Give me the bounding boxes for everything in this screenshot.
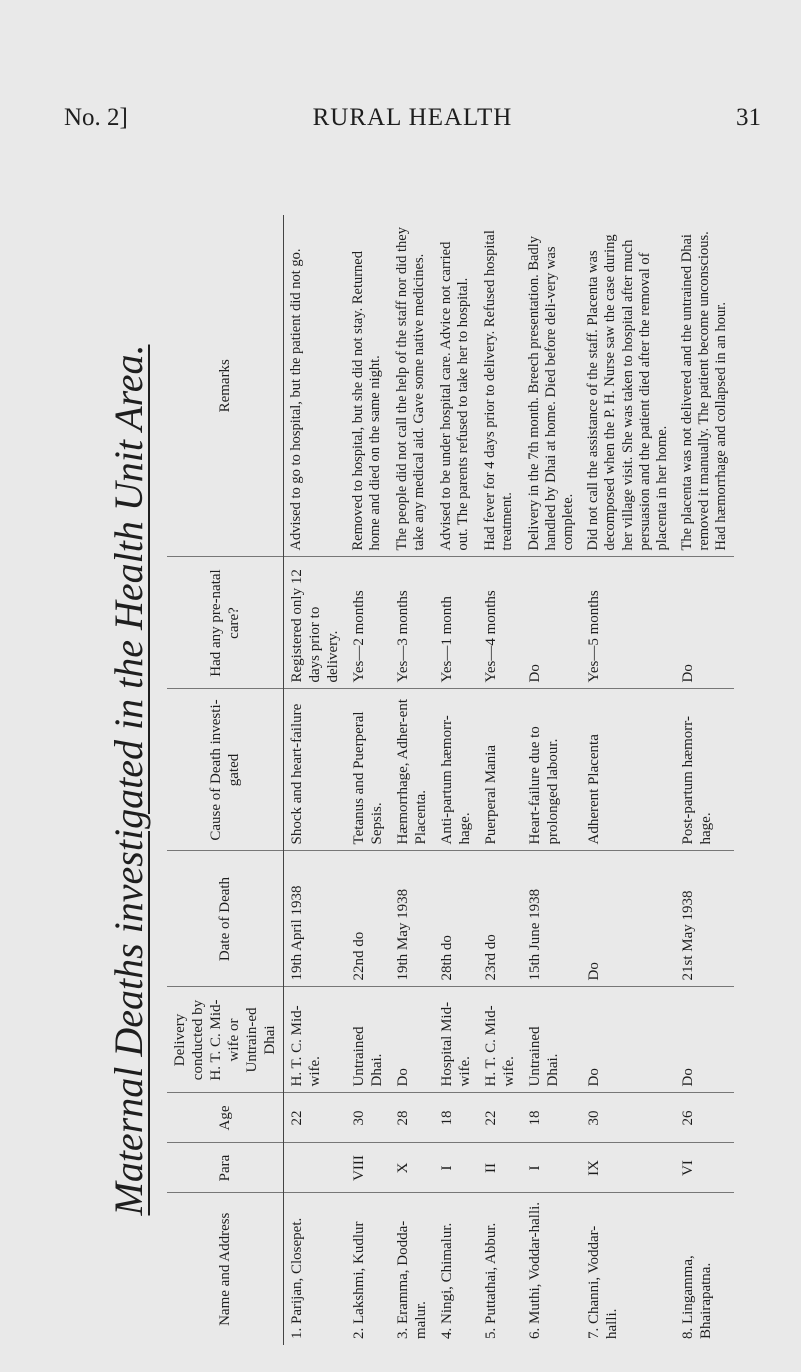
table-header-row — [167, 215, 284, 1345]
remarks-cell: Advised to go to hospital, but the patient did not go. — [288, 248, 304, 551]
name-address-cell: 8. Lingamma, Bhairapatna. — [675, 1193, 734, 1345]
table-row — [390, 215, 434, 1345]
maternal-deaths-table — [167, 215, 734, 1345]
remarks-cell: The placenta was not delivered and the untrained Dhai removed it manually. The patient become unconscious. Had hæmorrhage and collapsed in an hour. — [678, 231, 730, 551]
date-cell: 15th June 1938 — [522, 851, 581, 987]
date-cell: 23rd do — [478, 851, 522, 987]
age-cell: 22 — [478, 1093, 522, 1143]
name-address-cell: 4. Ningi, Chimalur. — [434, 1193, 478, 1345]
column-header: Age — [167, 1093, 284, 1143]
name-address-cell: 5. Puttathai, Abbur. — [478, 1193, 522, 1345]
running-title: RURAL HEALTH — [312, 104, 513, 131]
delivery-cell: Do — [675, 987, 734, 1093]
remarks-cell: The people did not call the help of the staff nor did they take any medical aid. Gave some native medicines. — [394, 227, 428, 551]
date-cell: 22nd do — [346, 851, 390, 987]
para-cell: X — [390, 1143, 434, 1193]
para-cell: VI — [675, 1143, 734, 1193]
cause-cell: Shock and heart-failure — [284, 689, 347, 851]
remarks-cell: Advised to be under hospital care. Advice not carried out. The parents refused to take her to hospital. — [438, 241, 472, 551]
column-header: Remarks — [167, 215, 284, 557]
table-row — [346, 215, 390, 1345]
remarks-cell: Did not call the assistance of the staff. Placenta was decomposed when the P. H. Nurse saw the case during her village visit. She was taken to hospital after much persuasion and the patient died after the removal of placenta in her home. — [585, 234, 670, 551]
column-header: Date of Death — [167, 851, 284, 987]
cause-cell: Hæmorrhage, Adher-ent Placenta. — [390, 689, 434, 851]
prenatal-cell: Do — [522, 557, 581, 689]
age-cell: 26 — [675, 1093, 734, 1143]
prenatal-cell: Yes—2 months — [346, 557, 390, 689]
para-cell — [284, 1143, 347, 1193]
table-row — [675, 215, 734, 1345]
table-title: Maternal Deaths investigated in the Health Unit Area. — [106, 344, 151, 1216]
cause-cell: Tetanus and Puerperal Sepsis. — [346, 689, 390, 851]
prenatal-cell: Registered only 12 days prior to delivery. — [284, 557, 347, 689]
delivery-cell: H. T. C. Mid-wife. — [478, 987, 522, 1093]
prenatal-cell: Yes—5 months — [581, 557, 675, 689]
age-cell: 30 — [581, 1093, 675, 1143]
column-header: Name and Address — [167, 1193, 284, 1345]
delivery-cell: Untrained Dhai. — [346, 987, 390, 1093]
name-address-cell: 2. Lakshmi, Kudlur — [346, 1193, 390, 1345]
delivery-cell: Do — [390, 987, 434, 1093]
remarks-cell: Removed to hospital, but she did not stay. Returned home and died on the same night. — [350, 251, 384, 551]
age-cell: 22 — [284, 1093, 347, 1143]
remarks-cell: Delivery in the 7th month. Breech presentation. Badly handled by Dhai at home. Died before deli-very was complete. — [526, 236, 577, 551]
para-cell: I — [434, 1143, 478, 1193]
column-header: Cause of Death investi-gated — [167, 689, 284, 851]
para-cell: II — [478, 1143, 522, 1193]
para-cell: I — [522, 1143, 581, 1193]
column-header: Delivery conducted by H. T. C. Mid-wife or Untrain-ed Dhai — [167, 987, 284, 1093]
cause-cell: Anti-partum hæmorr-hage. — [434, 689, 478, 851]
age-cell: 28 — [390, 1093, 434, 1143]
prenatal-cell: Yes—1 month — [434, 557, 478, 689]
page-header — [64, 104, 761, 146]
table-row — [522, 215, 581, 1345]
issue-number: No. 2] — [64, 104, 128, 131]
prenatal-cell: Do — [675, 557, 734, 689]
date-cell: Do — [581, 851, 675, 987]
cause-cell: Puerperal Mania — [478, 689, 522, 851]
date-cell: 21st May 1938 — [675, 851, 734, 987]
cause-cell: Adherent Placenta — [581, 689, 675, 851]
age-cell: 18 — [434, 1093, 478, 1143]
age-cell: 30 — [346, 1093, 390, 1143]
date-cell: 28th do — [434, 851, 478, 987]
table-row — [434, 215, 478, 1345]
date-cell: 19th April 1938 — [284, 851, 347, 987]
age-cell: 18 — [522, 1093, 581, 1143]
delivery-cell: Untrained Dhai. — [522, 987, 581, 1093]
para-cell: VIII — [346, 1143, 390, 1193]
column-header: Had any pre-natal care? — [167, 557, 284, 689]
rotated-table-block — [95, 215, 735, 1345]
delivery-cell: H. T. C. Mid-wife. — [284, 987, 347, 1093]
table-row — [478, 215, 522, 1345]
prenatal-cell: Yes—4 months — [478, 557, 522, 689]
remarks-cell: Had fever for 4 days prior to delivery. Refused hospital treatment. — [482, 230, 516, 551]
date-cell: 19th May 1938 — [390, 851, 434, 987]
name-address-cell: 1. Parijan, Closepet. — [284, 1193, 347, 1345]
name-address-cell: 7. Channi, Voddar-halli. — [581, 1193, 675, 1345]
prenatal-cell: Yes—3 months — [390, 557, 434, 689]
table-row — [284, 215, 347, 1345]
column-header: Para — [167, 1143, 284, 1193]
cause-cell: Heart-failure due to prolonged labour. — [522, 689, 581, 851]
para-cell: IX — [581, 1143, 675, 1193]
delivery-cell: Do — [581, 987, 675, 1093]
page-number: 31 — [736, 104, 761, 131]
table-row — [581, 215, 675, 1345]
name-address-cell: 6. Muthi, Voddar-halli. — [522, 1193, 581, 1345]
delivery-cell: Hospital Mid-wife. — [434, 987, 478, 1093]
name-address-cell: 3. Eramma, Dodda-malur. — [390, 1193, 434, 1345]
cause-cell: Post-partum hæmorr-hage. — [675, 689, 734, 851]
